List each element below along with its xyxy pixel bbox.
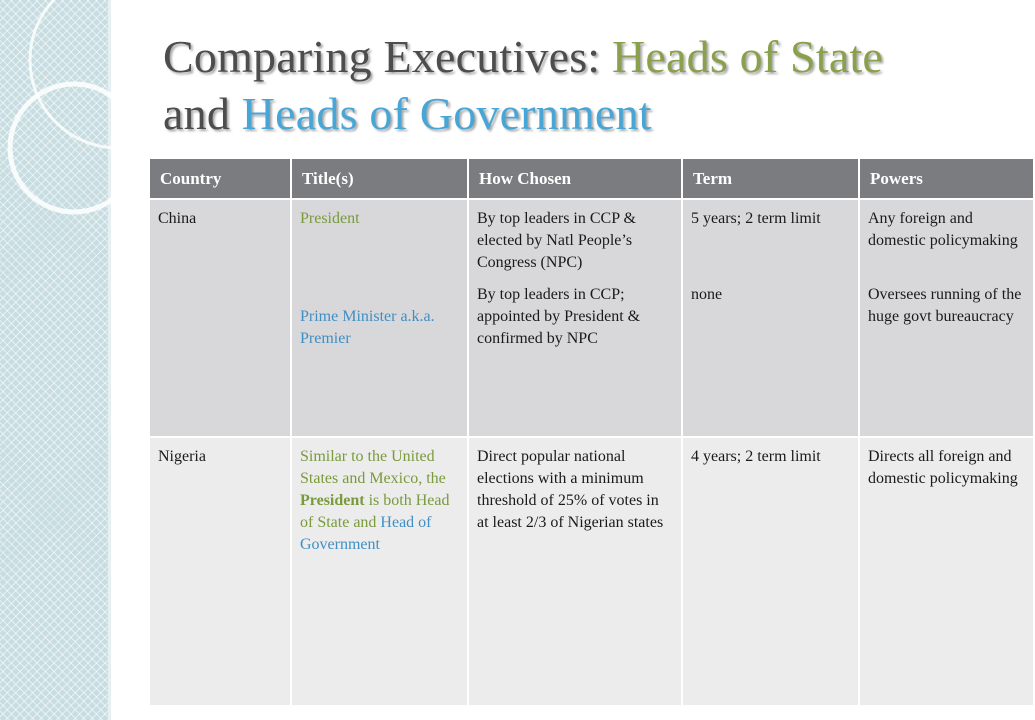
how-chosen-premier: By top leaders in CCP; appointed by President & confirmed by NPC — [477, 286, 641, 347]
cell-country-china — [150, 199, 291, 437]
cell-powers-china — [859, 199, 1034, 437]
executives-table — [150, 159, 1035, 707]
title-part-3: and — [163, 88, 242, 139]
title-heads-of-state: Heads of State — [611, 31, 884, 82]
decorative-side-strip — [0, 0, 108, 720]
cell-term-china — [682, 199, 859, 437]
title-part-1: Comparing Executives: — [163, 31, 612, 82]
how-chosen-nigeria: Direct popular national elections with a minimum threshold of 25% of votes in at least 2/3 of Nigerian states — [477, 448, 664, 531]
header-country: Country — [150, 159, 291, 199]
spacer — [691, 230, 848, 284]
table-header-row — [150, 159, 1034, 199]
title-description-a: Similar to the United States and Mexico, the — [300, 448, 446, 487]
term-nigeria: 4 years; 2 term limit — [691, 448, 821, 465]
term-premier: none — [691, 286, 723, 303]
title-description-c: is both Head of State and — [300, 492, 450, 531]
title-heads-of-government: Heads of Government — [241, 88, 652, 139]
country-name: China — [158, 210, 197, 227]
cell-titles-nigeria — [291, 437, 468, 706]
cell-term-nigeria — [682, 437, 859, 706]
cell-how-chosen-nigeria — [468, 437, 682, 706]
spacer — [868, 252, 1023, 284]
header-titles: Title(s) — [291, 159, 468, 199]
title-head-of-government: Head of Government — [300, 514, 432, 553]
cell-country-nigeria — [150, 437, 291, 706]
cell-how-chosen-china — [468, 199, 682, 437]
side-strip-edge — [108, 0, 111, 720]
slide-title — [163, 28, 943, 142]
powers-president: Any foreign and domestic policymaking — [868, 210, 1018, 249]
term-president: 5 years; 2 term limit — [691, 210, 821, 227]
table-row-china — [150, 199, 1034, 437]
title-president: President — [300, 210, 360, 227]
powers-nigeria: Directs all foreign and domestic policymaking — [868, 448, 1018, 487]
header-powers: Powers — [859, 159, 1034, 199]
cell-powers-nigeria — [859, 437, 1034, 706]
country-name: Nigeria — [158, 448, 206, 465]
powers-premier: Oversees running of the huge govt bureaucracy — [868, 286, 1022, 325]
how-chosen-president: By top leaders in CCP & elected by Natl People’s Congress (NPC) — [477, 210, 636, 271]
header-term: Term — [682, 159, 859, 199]
title-premier: Prime Minister a.k.a. Premier — [300, 308, 435, 347]
spacer — [477, 274, 671, 284]
header-how-chosen: How Chosen — [468, 159, 682, 199]
spacer — [300, 230, 457, 306]
cell-titles-china — [291, 199, 468, 437]
table-row-nigeria — [150, 437, 1034, 706]
title-president-bold: President — [300, 492, 365, 509]
